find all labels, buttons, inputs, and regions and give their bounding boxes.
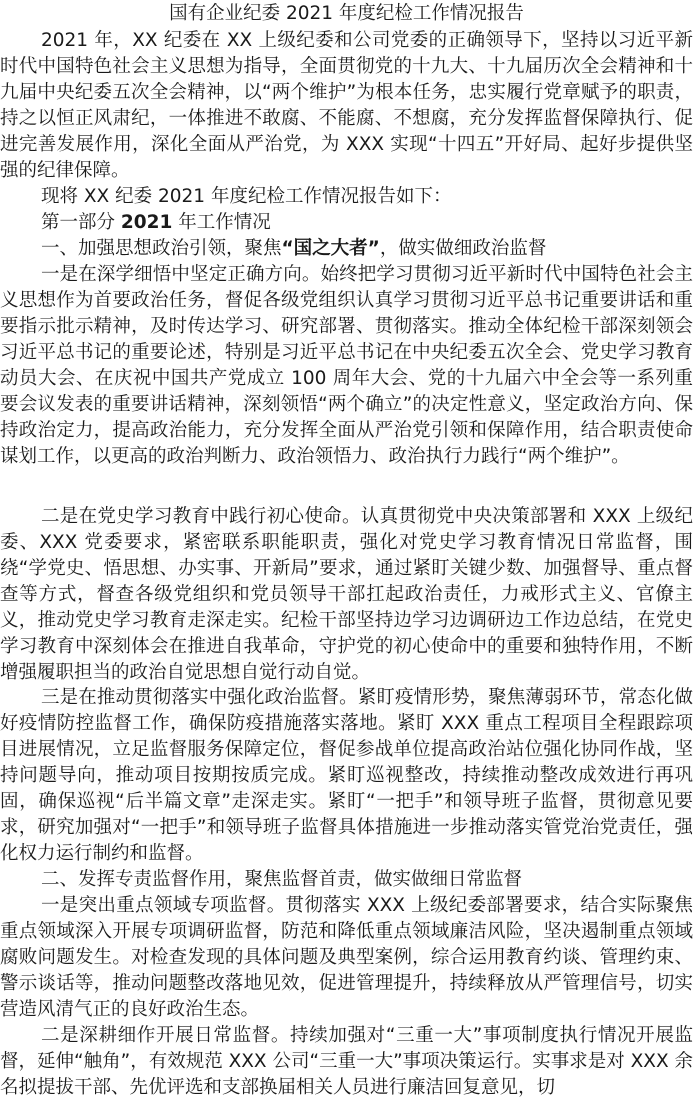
section-two-paragraph-1: 一是突出重点领域专项监督。贯彻落实 XXX 上级纪委部署要求，结合实际聚焦重点领域深入开展专项调研监督，防范和降低重点领域廉洁风险，坚决遏制重点领域腐败问题发生。对检查发现的具体问题及典型案例，综合运用教育约谈、管理约束、警示谈话等，推动问题整改落地见效，促进管理提升，持续释放从严管理信号，切实营造风清气正的良好政治生态。	[0, 895, 693, 1020]
section-one-paragraph-3: 三是在推动贯彻落实中强化政治监督。紧盯疫情形势，聚焦薄弱环节，常态化做好疫情防控监督工作，确保防疫措施落实落地。紧盯 XXX 重点工程项目全程跟踪项目进展情况，立足监督服务保障定位，督促参战单位提高政治站位强化协同作战，坚持问题导向，推动项目按期按质完成。紧盯巡视整改，持续推动整改成效进行再巩固，确保巡视“后半篇文章”走深走实。紧盯“一把手”和领导班子监督，贯彻意见要求，研究加强对“一把手”和领导班子监督具体措施进一步推动落实管党治党责任，强化权力运行制约和监督。	[0, 687, 693, 864]
section-one-post: ，做实做细政治监督	[379, 238, 547, 259]
section-one-heading	[0, 236, 693, 262]
section-two-heading: 二、发挥专责监督作用，聚焦监督首责，做实做细日常监督	[41, 869, 523, 890]
section-two-paragraph-2: 二是深耕细作开展日常监督。持续加强对“三重一大”事项制度执行情况开展监督，延伸“触角”，有效规范 XXX 公司“三重一大”事项决策运行。实事求是对 XXX 余名拟提拔干部、先优评选和支部换届相关人员进行廉洁回复意见，切	[0, 1025, 693, 1097]
section-one-paragraph-1: 一是在深学细悟中坚定正确方向。始终把学习贯彻习近平新时代中国特色社会主义思想作为首要政治任务，督促各级党组织认真学习贯彻习近平总书记重要讲话和重要指示批示精神，及时传达学习、研究部署、贯彻落实。推动全体纪检干部深刻领会习近平总书记的重要论述，特别是习近平总书记在中央纪委五次全会、党史学习教育动员大会、在庆祝中国共产党成立 100 周年大会、党的十九届六中全会等一系列重要会议发表的重要讲话精神，深刻领悟“两个确立”的决定性意义，坚定政治方向、保持政治定力，提高政治能力，充分发挥全面从严治党引领和保障作用，结合职责使命谋划工作，以更高的政治判断力、政治领悟力、政治执行力践行“两个维护”。	[0, 264, 693, 467]
section-one-paragraph-2: 二是在党史学习教育中践行初心使命。认真贯彻党中央决策部署和 XXX 上级纪委、XXX 党委要求，紧密联系职能职责，强化对党史学习教育情况日常监督，围绕“学党史、悟思想、办实事、开新局”要求，通过紧盯关键少数、加强督导、重点督查等方式，督查各级党组织和党员领导干部扛起政治责任，力戒形式主义、官僚主义，推动党史学习教育走深走实。纪检干部坚持边学习边调研边工作边总结，在党史学习教育中深刻体会在推进自我革命，守护党的初心使命中的重要和独特作用，不断增强履职担当的政治自觉思想自觉行动自觉。	[0, 506, 693, 683]
part-one-suffix: 年工作情况	[172, 212, 271, 233]
section-one-pre: 一、加强思想政治引领，聚焦	[41, 238, 282, 259]
document-title: 国有企业纪委 2021 年度纪检工作情况报告	[169, 3, 524, 24]
part-one-prefix: 第一部分	[41, 212, 121, 233]
intro-paragraph: 2021 年，XX 纪委在 XX 上级纪委和公司党委的正确领导下，坚持以习近平新时代中国特色社会主义思想为指导，全面贯彻党的十九大、十九届历次全会精神和十九届中央纪委五次全会精神，以“两个维护”为根本任务，忠实履行党章赋予的职责，持之以恒正风肃纪，一体推进不敢腐、不能腐、不想腐，充分发挥监督保障执行、促进完善发展作用，深化全面从严治党，为 XXX 实现“十四五”开好局、起好步提供坚强的纪律保障。	[0, 30, 693, 181]
section-one-quote: “国之大者”	[281, 238, 380, 259]
part-one-year: 2021	[120, 212, 173, 233]
part-one-heading	[0, 210, 693, 236]
report-intro-line: 现将 XX 纪委 2021 年度纪检工作情况报告如下：	[41, 186, 452, 207]
